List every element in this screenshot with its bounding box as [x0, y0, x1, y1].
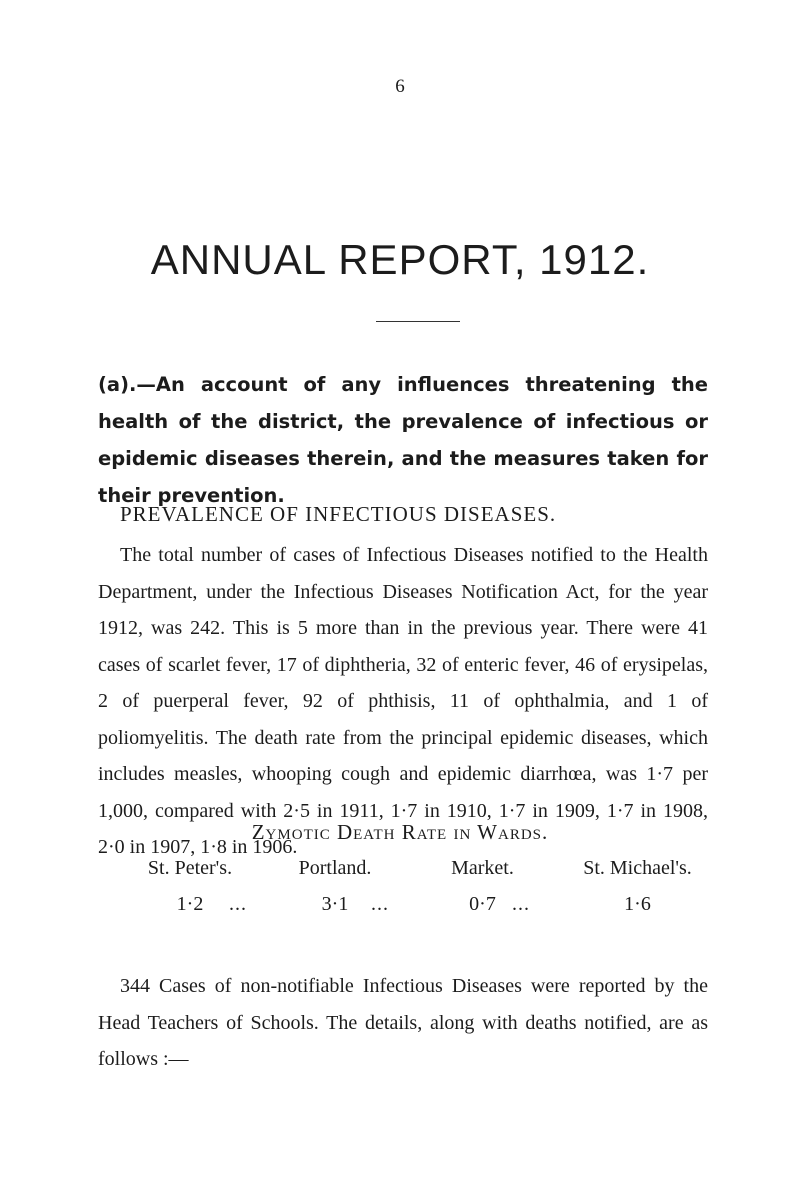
ward-name-market: Market.	[451, 857, 514, 879]
leader-dots: ...	[512, 893, 530, 915]
ward-rate-market: 0·7	[469, 893, 496, 915]
page-number: 6	[395, 76, 405, 97]
leader-dots: ...	[229, 893, 247, 915]
ward-rate-st-michaels: 1·6	[624, 893, 651, 915]
prevalence-paragraph: The total number of cases of Infectious Diseases notified to the Health Department, under the Infectious Diseases Notification Act, for the year 1912, was 242. This is 5 more than in the previous year. There were 41 cases of scarlet fever, 17 of diphtheria, 32 of enteric fever, 46 of erysipelas, 2 of puerperal fever, 92 of phthisis, 11 of ophthalmia, and 1 of poliomyelitis. The death rate from the principal epidemic diseases, which includes measles, whooping cough and epidemic diarrhœa, was 1·7 per 1,000, compared with 2·5 in 1911, 1·7 in 1910, 1·7 in 1909, 1·7 in 1908, 2·0 in 1907, 1·8 in 1906.	[98, 544, 708, 858]
intro-statement: (a).—An account of any influences threatening the health of the district, the prevalence of infectious or epidemic diseases therein, and the measures taken for their prevention.	[98, 373, 708, 507]
ward-name-st-michaels: St. Michael's.	[583, 857, 692, 879]
non-notifiable-paragraph: 344 Cases of non-notifiable Infectious Diseases were reported by the Head Teachers of Schools. The details, along with deaths notified, are as follows :—	[98, 975, 708, 1070]
leader-dots: ...	[371, 893, 389, 915]
ward-rate-st-peters: 1·2	[176, 893, 204, 915]
title-divider	[376, 321, 460, 322]
ward-name-portland: Portland.	[298, 857, 372, 879]
zymotic-table-title: Zymotic Death Rate in Wards.	[251, 820, 549, 844]
section-heading: PREVALENCE OF INFECTIOUS DISEASES.	[120, 502, 557, 526]
ward-rate-portland: 3·1	[321, 893, 349, 915]
report-title: ANNUAL REPORT, 1912.	[150, 236, 650, 283]
ward-name-st-peters: St. Peter's.	[147, 857, 233, 879]
